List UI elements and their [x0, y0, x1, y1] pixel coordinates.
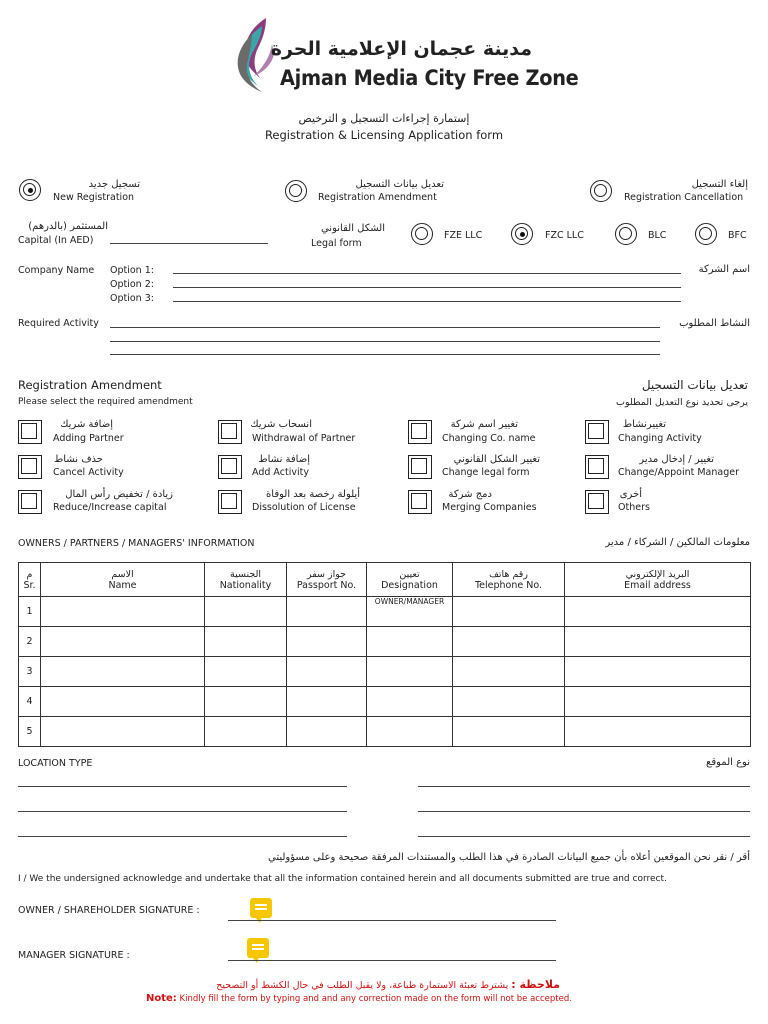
designation-cell[interactable]	[367, 717, 453, 747]
location-input-right-1[interactable]	[418, 786, 750, 787]
required-activity-input-3[interactable]	[110, 354, 660, 355]
merging-companies-label: Merging Companies	[442, 502, 537, 513]
capital-label: Capital (In AED)	[18, 235, 94, 246]
dissolution-license-checkbox[interactable]	[218, 490, 242, 514]
company-option-1-input[interactable]	[173, 273, 681, 274]
table-row	[19, 657, 751, 687]
reduce-increase-capital-label-ar: زيادة / تخفيض رأس المال	[65, 489, 173, 500]
dissolution-license-label-ar: أيلولة رخصة بعد الوفاة	[266, 489, 360, 500]
reduce-increase-capital-label: Reduce/Increase capital	[53, 502, 167, 513]
change-legal-form-label-ar: تغيير الشكل القانوني	[453, 454, 540, 465]
reduce-increase-capital-checkbox[interactable]	[18, 490, 42, 514]
required-activity-label: Required Activity	[18, 318, 99, 329]
telephone-cell[interactable]	[453, 657, 565, 687]
merging-companies-checkbox[interactable]	[408, 490, 432, 514]
passport-cell[interactable]	[287, 627, 367, 657]
registration-amendment-label: Registration Amendment	[318, 192, 437, 203]
name-cell[interactable]	[41, 687, 205, 717]
designation-cell[interactable]: OWNER/MANAGER	[367, 597, 453, 627]
company-option-3-input[interactable]	[173, 301, 681, 302]
changing-activity-label-ar: تغييرنشاط	[622, 419, 666, 430]
declaration-text: I / We the undersigned acknowledge and undertake that all the information contained herein and all documents submitted are true and correct.	[18, 874, 667, 884]
location-input-right-2[interactable]	[418, 811, 750, 812]
required-activity-label-ar: النشاط المطلوب	[679, 318, 750, 329]
form-title-english: Registration & Licensing Application form	[264, 128, 504, 142]
note-body-ar: يشترط تعبئة الاستمارة طباعة، ولا يقبل الطلب في حال الكشط أو التصحيح	[216, 980, 509, 991]
merging-companies-label-ar: دمج شركة	[448, 489, 492, 500]
nationality-cell[interactable]	[205, 597, 287, 627]
cancel-activity-label: Cancel Activity	[53, 467, 124, 478]
company-option-3-label: Option 3:	[110, 293, 154, 304]
required-activity-input-2[interactable]	[110, 341, 660, 342]
adding-partner-label-ar: إضافة شريك	[60, 419, 113, 430]
email-cell[interactable]	[565, 717, 751, 747]
location-input-right-3[interactable]	[418, 836, 750, 837]
registration-cancellation-radio[interactable]	[590, 180, 612, 202]
name-cell[interactable]	[41, 597, 205, 627]
company-option-2-label: Option 2:	[110, 279, 154, 290]
withdrawal-partner-label-ar: انسحاب شريك	[250, 419, 312, 430]
legal-form-fzc-llc-radio[interactable]	[511, 223, 533, 245]
form-title-arabic: إستمارة إجراءات التسجيل و الترخيص	[298, 112, 470, 125]
company-option-1-label: Option 1:	[110, 265, 154, 276]
designation-cell[interactable]	[367, 627, 453, 657]
nationality-cell[interactable]	[205, 717, 287, 747]
location-input-left-3[interactable]	[18, 836, 347, 837]
row-sr: 3	[19, 657, 41, 687]
location-input-left-1[interactable]	[18, 786, 347, 787]
manager-signature-line[interactable]	[228, 960, 556, 961]
legal-form-fze-llc-radio[interactable]	[411, 223, 433, 245]
legal-form-blc-label: BLC	[648, 230, 667, 241]
new-registration-label: New Registration	[53, 192, 135, 203]
table-row	[19, 627, 751, 657]
col-designation: تعيين Designation	[367, 563, 453, 597]
company-option-2-input[interactable]	[173, 287, 681, 288]
note-label: Note:	[146, 993, 177, 1004]
passport-cell[interactable]	[287, 717, 367, 747]
withdrawal-partner-checkbox[interactable]	[218, 420, 242, 444]
row-sr: 4	[19, 687, 41, 717]
withdrawal-partner-label: Withdrawal of Partner	[252, 433, 356, 444]
col-passport: جواز سفر Passport No.	[287, 563, 367, 597]
passport-cell[interactable]	[287, 687, 367, 717]
telephone-cell[interactable]	[453, 597, 565, 627]
email-cell[interactable]	[565, 687, 751, 717]
owners-table	[18, 562, 751, 747]
row-sr: 5	[19, 717, 41, 747]
row-sr: 1	[19, 597, 41, 627]
amendment-subtitle: Please select the required amendment	[18, 397, 193, 407]
others-label: Others	[618, 502, 650, 513]
table-row	[19, 687, 751, 717]
email-cell[interactable]	[565, 657, 751, 687]
telephone-cell[interactable]	[453, 687, 565, 717]
col-email: البريد الإلكتروني Email address	[565, 563, 751, 597]
note-label-ar: ملاحظة :	[511, 978, 560, 991]
change-manager-label-ar: تغيير / إدخال مدير	[639, 454, 714, 465]
amendment-subtitle-ar: يرجى تحديد نوع التعديل المطلوب	[616, 397, 748, 408]
changing-co-name-label-ar: تغيير اسم شركة	[450, 419, 518, 430]
registration-cancellation-label: Registration Cancellation	[624, 192, 744, 203]
nationality-cell[interactable]	[205, 657, 287, 687]
designation-cell[interactable]	[367, 687, 453, 717]
add-activity-label: Add Activity	[252, 467, 309, 478]
location-type-label-ar: نوع الموقع	[706, 757, 750, 768]
change-manager-checkbox[interactable]	[585, 455, 609, 479]
capital-input-line[interactable]	[110, 243, 268, 244]
registration-amendment-label-ar: تعديل بيانات التسجيل	[355, 179, 444, 190]
logo-english-text: Ajman Media City Free Zone	[280, 66, 579, 90]
nationality-cell[interactable]	[205, 627, 287, 657]
manager-signature-label: MANAGER SIGNATURE :	[18, 950, 130, 961]
legal-form-fzc-llc-label: FZC LLC	[545, 230, 584, 241]
email-cell[interactable]	[565, 627, 751, 657]
adding-partner-checkbox[interactable]	[18, 420, 42, 444]
location-type-label: LOCATION TYPE	[18, 758, 93, 769]
email-cell[interactable]	[565, 597, 751, 627]
telephone-cell[interactable]	[453, 627, 565, 657]
declaration-text-ar: أقر / نقر نحن الموقعين أعلاه بأن جميع البيانات الصادرة في هذا الطلب والمستندات المرفقة صحيحة وعلى مسؤوليتي	[268, 852, 750, 863]
logo-arabic-text: مدينة عجمان الإعلامية الحرة	[270, 38, 532, 60]
comment-icon[interactable]	[250, 898, 272, 918]
adding-partner-label: Adding Partner	[53, 433, 124, 444]
others-label-ar: أخرى	[619, 489, 642, 500]
owners-table-header	[19, 563, 751, 597]
changing-activity-checkbox[interactable]	[585, 420, 609, 444]
new-registration-radio[interactable]	[19, 179, 41, 201]
location-input-left-2[interactable]	[18, 811, 347, 812]
changing-activity-label: Changing Activity	[618, 433, 702, 444]
amendment-title: Registration Amendment	[18, 378, 162, 392]
legal-form-bfc-label: BFC	[728, 230, 747, 241]
cancel-activity-checkbox[interactable]	[18, 455, 42, 479]
name-cell[interactable]	[41, 717, 205, 747]
owners-title-ar: معلومات المالكين / الشركاء / مدير	[605, 537, 750, 548]
change-legal-form-label: Change legal form	[442, 467, 530, 478]
changing-co-name-label: Changing Co. name	[442, 433, 536, 444]
registration-amendment-radio[interactable]	[285, 180, 307, 202]
legal-form-bfc-radio[interactable]	[695, 223, 717, 245]
owners-title: OWNERS / PARTNERS / MANAGERS' INFORMATION	[18, 538, 255, 549]
col-nationality: الجنسية Nationality	[205, 563, 287, 597]
table-row	[19, 717, 751, 747]
col-sr: م Sr.	[19, 563, 41, 597]
designation-cell[interactable]	[367, 657, 453, 687]
company-name-label-ar: اسم الشركة	[698, 264, 750, 275]
others-checkbox[interactable]	[585, 490, 609, 514]
add-activity-checkbox[interactable]	[218, 455, 242, 479]
add-activity-label-ar: إضافة نشاط	[258, 454, 310, 465]
dissolution-license-label: Dissolution of License	[252, 502, 356, 513]
capital-label-ar: المستثمر (بالدرهم)	[28, 221, 108, 232]
change-manager-label: Change/Appoint Manager	[618, 467, 739, 478]
required-activity-input-1[interactable]	[110, 327, 660, 328]
legal-form-blc-radio[interactable]	[615, 223, 637, 245]
amendment-title-ar: تعديل بيانات التسجيل	[641, 378, 748, 392]
name-cell[interactable]	[41, 627, 205, 657]
col-telephone: رقم هاتف Telephone No.	[453, 563, 565, 597]
note-text-ar	[180, 978, 560, 991]
passport-cell[interactable]	[287, 597, 367, 627]
note-body: Kindly fill the form by typing and and any correction made on the form will not be accepted.	[179, 994, 572, 1004]
name-cell[interactable]	[41, 657, 205, 687]
legal-form-fze-llc-label: FZE LLC	[444, 230, 483, 241]
changing-co-name-checkbox[interactable]	[408, 420, 432, 444]
note-text	[146, 993, 572, 1004]
legal-form-label-ar: الشكل القانوني	[320, 223, 385, 234]
registration-cancellation-label-ar: إلغاء التسجيل	[691, 179, 748, 190]
comment-icon[interactable]	[247, 938, 269, 958]
col-name: الاسم Name	[41, 563, 205, 597]
legal-form-label: Legal form	[311, 238, 362, 249]
telephone-cell[interactable]	[453, 717, 565, 747]
cancel-activity-label-ar: حذف نشاط	[54, 454, 103, 465]
row-sr: 2	[19, 627, 41, 657]
owner-signature-label: OWNER / SHAREHOLDER SIGNATURE :	[18, 905, 200, 916]
passport-cell[interactable]	[287, 657, 367, 687]
table-row	[19, 597, 751, 627]
change-legal-form-checkbox[interactable]	[408, 455, 432, 479]
company-name-label: Company Name	[18, 265, 95, 276]
owner-signature-line[interactable]	[228, 920, 556, 921]
new-registration-label-ar: تسجيل جديد	[88, 179, 140, 190]
nationality-cell[interactable]	[205, 687, 287, 717]
